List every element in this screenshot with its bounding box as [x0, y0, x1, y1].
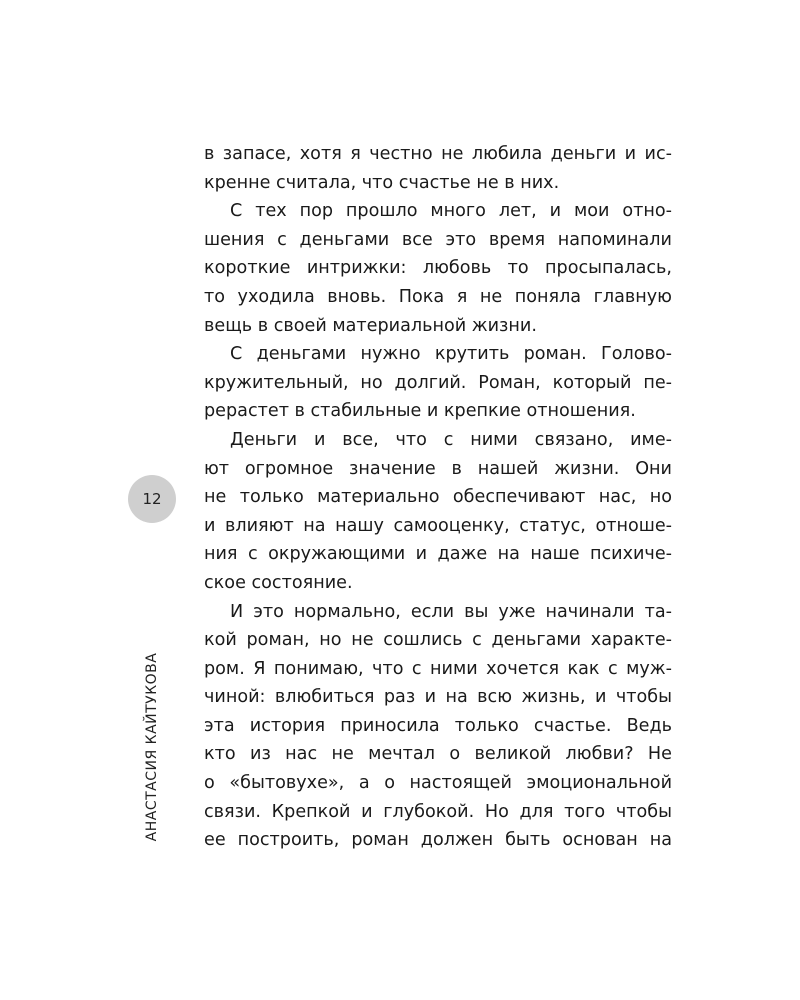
text-line: ют огромное значение в нашей жизни. Они	[204, 458, 672, 479]
text-line: эта история приносила только счастье. Ведь	[204, 715, 672, 736]
text-line: ния с окружающими и даже на наше психиче-	[204, 544, 672, 565]
paragraph	[204, 340, 672, 426]
text-line: И это нормально, если вы уже начинали та-	[230, 601, 672, 622]
paragraph	[204, 598, 672, 855]
body-text	[204, 140, 672, 855]
page-number: 12	[142, 490, 162, 508]
text-line: о «бытовухе», а о настоящей эмоциональной	[204, 773, 672, 794]
text-line: ское состояние.	[204, 572, 353, 593]
running-head-author: АНАСТАСИЯ КАЙТУКОВА	[144, 652, 160, 842]
text-line: кой роман, но не сошлись с деньгами характе-	[204, 630, 672, 651]
text-line: Деньги и все, что с ними связано, име-	[230, 429, 672, 450]
text-line: кто из нас не мечтал о великой любви? Не	[204, 744, 672, 765]
paragraph	[204, 426, 672, 598]
text-line: шения с деньгами все это время напоминали	[204, 229, 672, 250]
text-line: чиной: влюбиться раз и на всю жизнь, и чтобы	[204, 687, 672, 708]
text-line: связи. Крепкой и глубокой. Но для того чтобы	[204, 801, 672, 822]
text-line: и влияют на нашу самооценку, статус, отноше-	[204, 515, 672, 536]
text-line: ее построить, роман должен быть основан на	[204, 830, 672, 851]
text-line: не только материально обеспечивают нас, но	[204, 487, 672, 508]
text-line: кружительный, но долгий. Роман, который пе-	[204, 372, 672, 393]
text-line: С деньгами нужно крутить роман. Голово-	[230, 344, 672, 365]
text-line: ром. Я понимаю, что с ними хочется как с муж-	[204, 658, 672, 679]
text-line: рерастет в стабильные и крепкие отношения.	[204, 401, 636, 422]
paragraph	[204, 140, 672, 197]
text-line: С тех пор прошло много лет, и мои отно-	[230, 201, 672, 222]
page-number-badge	[128, 475, 176, 523]
paragraph	[204, 197, 672, 340]
text-line: в запасе, хотя я честно не любила деньги и ис-	[204, 144, 672, 164]
text-line: короткие интрижки: любовь то просыпалась,	[204, 258, 672, 279]
text-line: вещь в своей материальной жизни.	[204, 315, 537, 336]
text-line: то уходила вновь. Пока я не поняла главную	[204, 286, 672, 307]
text-line: кренне считала, что счастье не в них.	[204, 172, 560, 193]
